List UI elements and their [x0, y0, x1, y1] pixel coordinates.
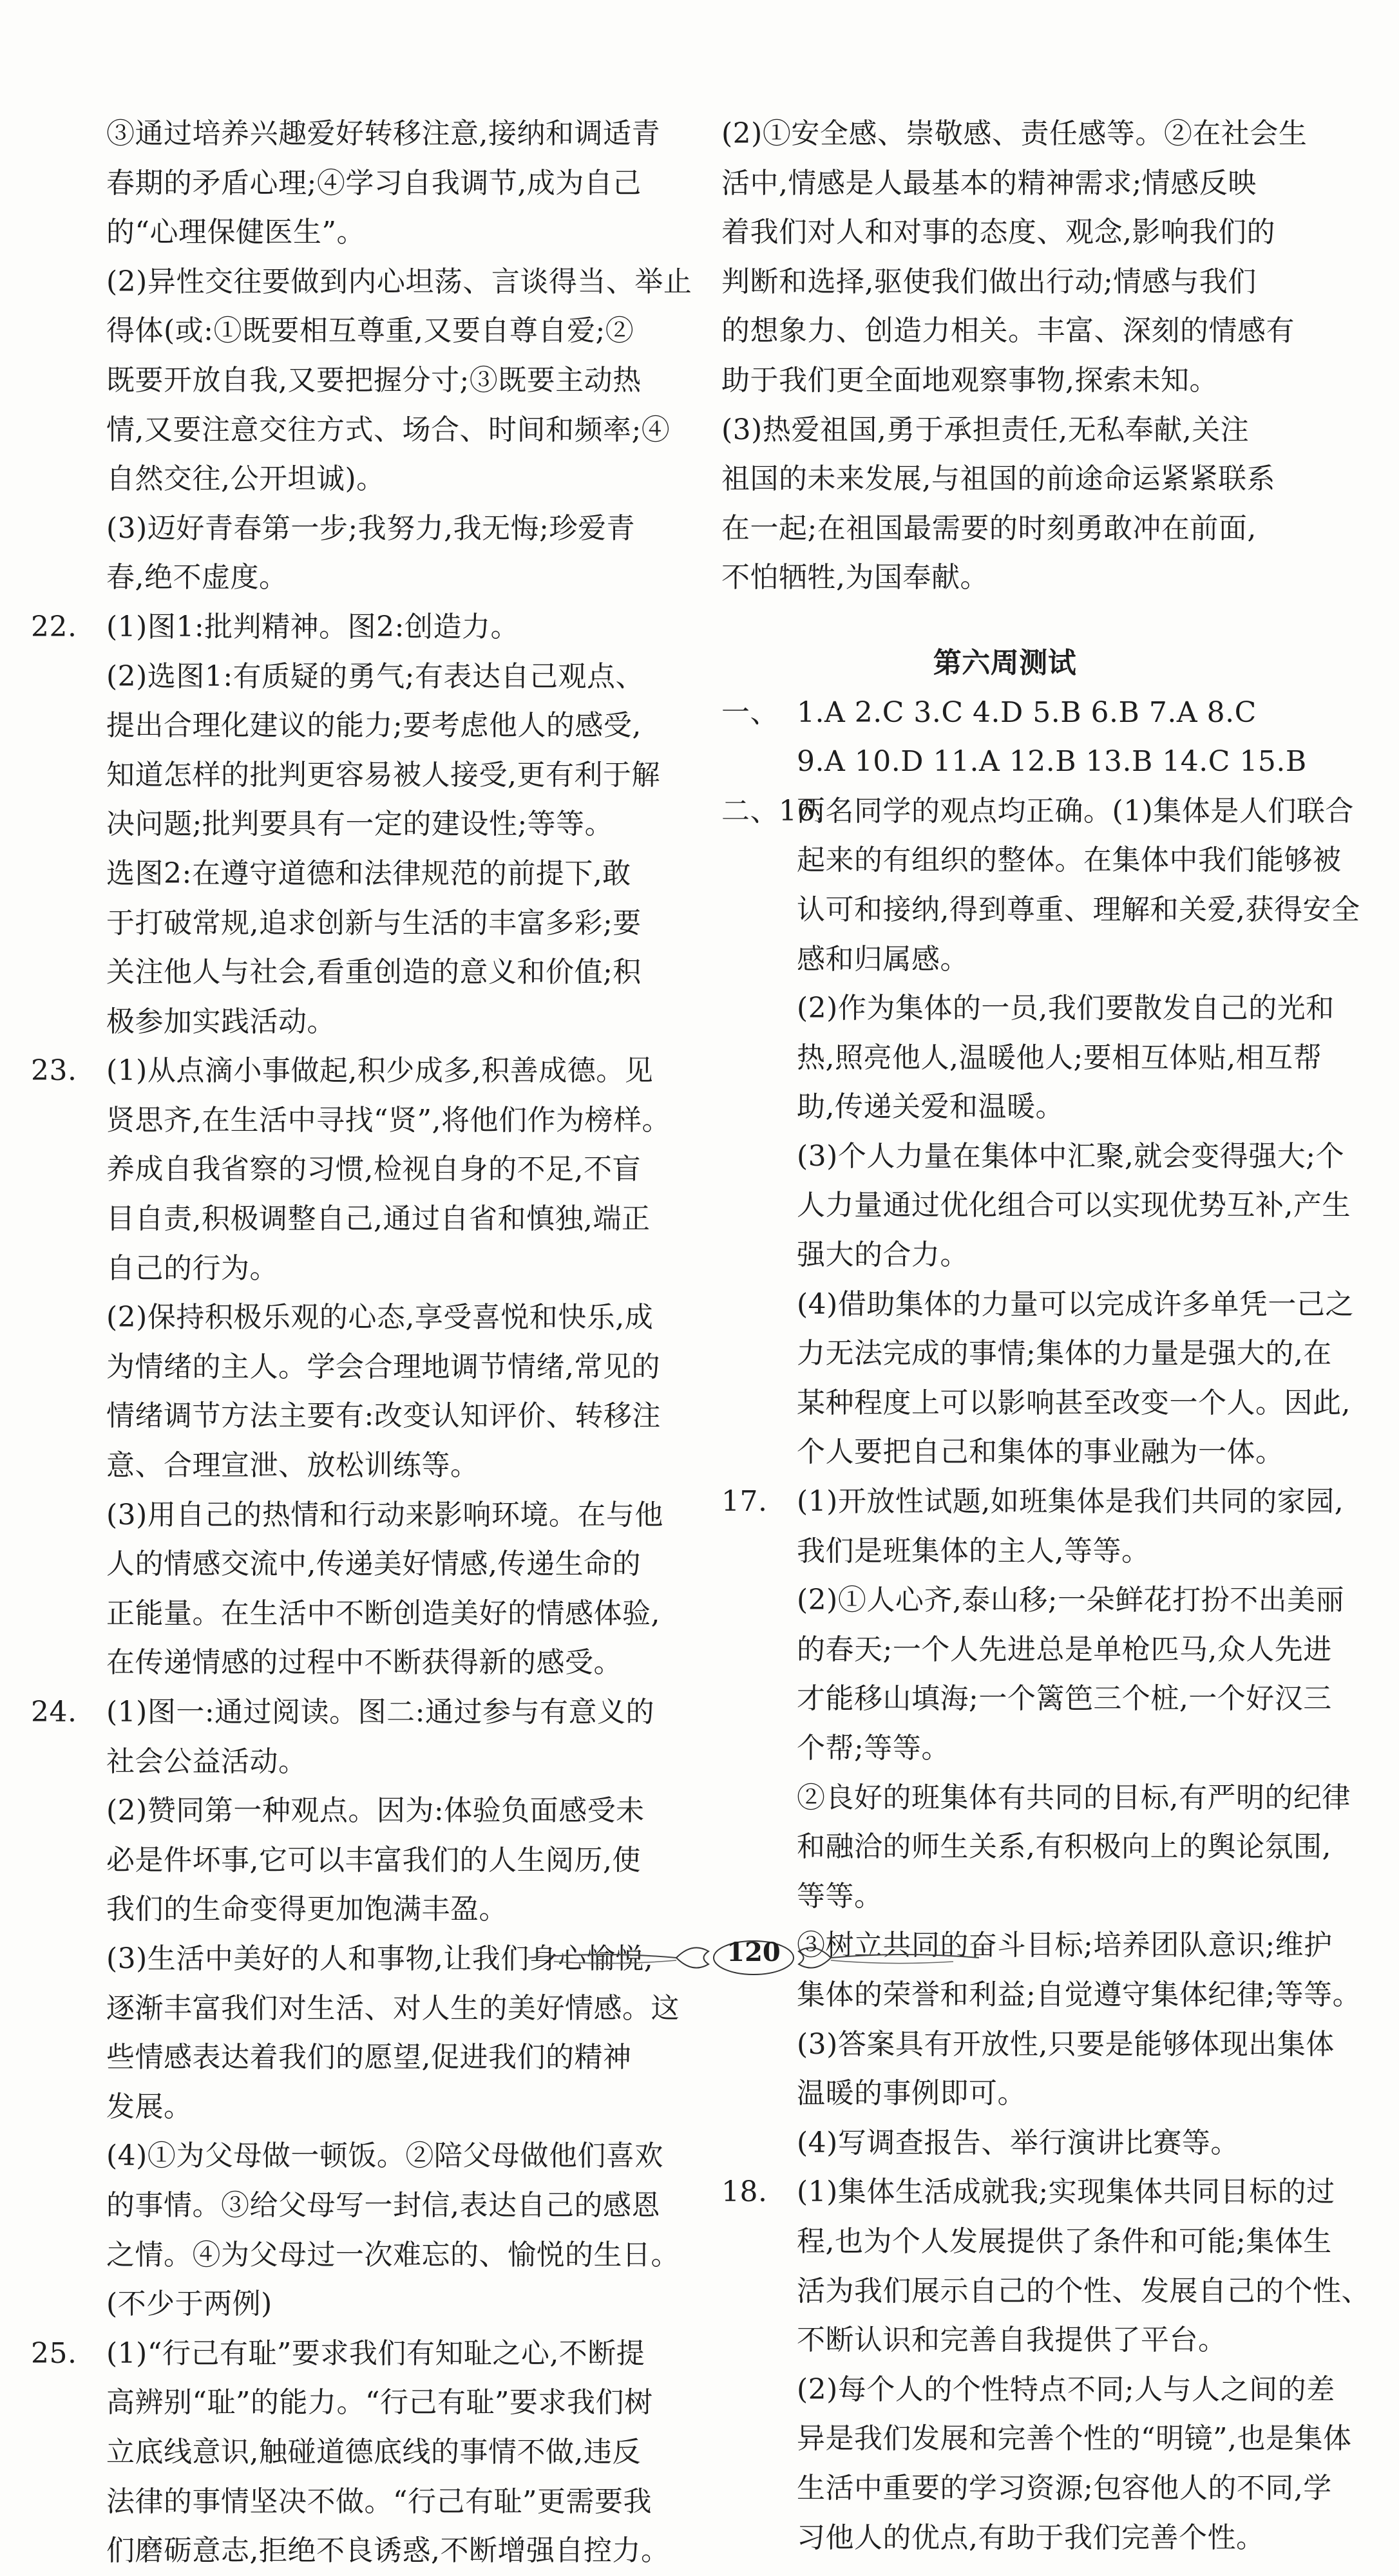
- answer-line: 判断和选择,驱使我们做出行动;情感与我们: [721, 265, 1257, 298]
- right-column-top-answers: [721, 109, 1308, 603]
- answer-line: [721, 1724, 1288, 1774]
- answer-line: [721, 1379, 1351, 1428]
- right-column: [721, 109, 1370, 2562]
- answer-text: 等等。: [797, 1879, 883, 1913]
- answer-line: 的想象力、创造力相关。丰富、深刻的情感有: [721, 314, 1295, 348]
- answer-text: 才能移山填海;一个篱笆三个桩,一个好汉三: [797, 1682, 1332, 1716]
- answer-text: 的“心理保健医生”。: [106, 216, 365, 249]
- answer-text: 个人要把自己和集体的事业融为一体。: [797, 1435, 1284, 1469]
- section-gap: [721, 603, 1288, 639]
- answer-text: 极参加实践活动。: [106, 1005, 336, 1038]
- answer-text: (2)①人心齐,泰山移;一朵鲜花打扮不出美丽: [797, 1584, 1345, 1617]
- answer-line: [31, 603, 649, 652]
- answer-text: 在传递情感的过程中不断获得新的感受。: [106, 1646, 622, 1680]
- answer-text: (3)个人力量在集体中汇聚,就会变得强大;个: [797, 1139, 1345, 1173]
- answer-line: [31, 2378, 653, 2428]
- answer-text: (2)异性交往要做到内心坦荡、言谈得当、举止: [106, 265, 692, 298]
- answer-line: [721, 2464, 1332, 2514]
- answer-text: 们磨砺意志,拒绝不良诱惑,不断增强自控力。: [106, 2534, 670, 2568]
- answer-text: 起来的有组织的整体。在集体中我们能够被: [797, 844, 1342, 877]
- answer-line: [721, 836, 1342, 886]
- answer-text: (2)作为集体的一员,我们要散发自己的光和: [797, 992, 1335, 1025]
- answer-line: 不怕牺牲,为国奉献。: [721, 561, 989, 594]
- answer-text: (1)图一:通过阅读。图二:通过参与有意义的: [106, 1696, 654, 1728]
- answer-line: [31, 208, 649, 258]
- answer-text: 的事情。③给父母写一封信,表达自己的感恩: [106, 2188, 660, 2222]
- answer-line: [721, 1083, 1288, 1132]
- answer-text: 目自责,积极调整自己,通过自省和慎独,端正: [106, 1202, 651, 1236]
- answer-line: [31, 1589, 660, 1639]
- answer-text: 人力量通过优化组合可以实现优势互补,产生: [797, 1189, 1351, 1222]
- answer-line: [721, 1625, 1332, 1675]
- question-number: 一、: [721, 696, 779, 729]
- answer-line: [721, 1823, 1331, 1872]
- answer-line: [31, 258, 692, 307]
- answer-line: [31, 899, 649, 949]
- answer-text: (3)用自己的热情和行动来影响环境。在与他: [106, 1498, 663, 1531]
- answer-text: ②良好的班集体有共同的目标,有严明的纪律: [797, 1781, 1351, 1814]
- answer-line: [31, 948, 649, 998]
- answer-text: 热,照亮他人,温暖他人;要相互体贴,相互帮: [797, 1041, 1322, 1074]
- answer-text: (不少于两例): [106, 2287, 272, 2321]
- answer-text: 于打破常规,追求创新与生活的丰富多彩;要: [106, 906, 642, 940]
- answer-line: [31, 1638, 649, 1688]
- answer-text: 发展。: [106, 2090, 193, 2123]
- answer-line: [31, 1984, 680, 2034]
- answer-text: 异是我们发展和完善个性的“明镜”,也是集体: [797, 2422, 1352, 2456]
- answer-line: [31, 356, 649, 406]
- answer-text: 认可和接纳,得到尊重、理解和关爱,获得安全: [797, 893, 1360, 926]
- page-footer: [528, 1932, 979, 1984]
- answer-text: (1)“行己有耻”要求我们有知耻之心,不断提: [106, 2336, 645, 2370]
- answer-text: 某种程度上可以影响甚至改变一个人。因此,: [797, 1386, 1351, 1419]
- answer-line: [721, 2069, 1288, 2119]
- answer-text: 不断认识和完善自我提供了平台。: [797, 2324, 1227, 2357]
- answer-text: ③通过培养兴趣爱好转移注意,接纳和调适青: [106, 117, 660, 150]
- answer-line: [721, 688, 1288, 738]
- answer-line: [721, 1329, 1332, 1379]
- question-number: 17.: [721, 1485, 768, 1519]
- answer-text: (1)从点滴小事做起,积少成多,积善成德。见: [106, 1054, 654, 1088]
- answer-line: 着我们对人和对事的态度、观念,影响我们的: [721, 216, 1275, 249]
- answer-text: 温暖的事例即可。: [797, 2077, 1026, 2110]
- answer-text: 和融洽的师生关系,有积极向上的舆论氛围,: [797, 1830, 1331, 1864]
- answer-line: [721, 1774, 1351, 1823]
- answer-line: [31, 2181, 660, 2231]
- answer-line: [31, 1441, 649, 1491]
- right-column-bottom-answers: [721, 688, 1370, 2563]
- answer-line: [721, 2414, 1352, 2464]
- answer-text: 人的情感交流中,传递美好情感,传递生命的: [106, 1548, 641, 1581]
- answer-line: [31, 751, 660, 800]
- answer-line: [31, 849, 649, 899]
- answer-line: [31, 1195, 649, 1244]
- answer-line: [721, 1576, 1345, 1625]
- answer-line: [721, 1428, 1288, 1477]
- answer-text: 法律的事情坚决不做。“行己有耻”更需要我: [106, 2485, 652, 2518]
- answer-line: [31, 406, 671, 455]
- answer-line: [721, 1181, 1351, 1231]
- answer-text: (4)借助集体的力量可以完成许多单凭一己之: [797, 1287, 1354, 1321]
- answer-line: [721, 787, 1354, 837]
- question-number: 23.: [31, 1054, 77, 1088]
- answer-text: 春,绝不虚度。: [106, 561, 288, 594]
- answer-line: (2)①安全感、崇敬感、责任感等。②在社会生: [721, 117, 1308, 150]
- answer-text: 逐渐丰富我们对生活、对人生的美好情感。这: [106, 1991, 680, 2025]
- answer-line: [31, 1491, 663, 1540]
- answer-line: [721, 2365, 1335, 2415]
- answer-line: [31, 159, 649, 209]
- question-number: 18.: [721, 2175, 768, 2209]
- answer-text: 既要开放自我,又要把握分寸;③既要主动热: [106, 363, 642, 397]
- answer-text: (1)图1:批判精神。图2:创造力。: [106, 610, 519, 643]
- answer-text: (3)生活中美好的人和事物,让我们身心愉悦,: [106, 1942, 654, 1975]
- answer-line: [31, 2428, 649, 2477]
- answer-line: [721, 1132, 1345, 1182]
- answer-line: [721, 2168, 1335, 2217]
- answer-text: (2)每个人的个性特点不同;人与人之间的差: [797, 2372, 1335, 2406]
- answer-text: (4)写调查报告、举行演讲比赛等。: [797, 2126, 1239, 2159]
- left-column: [31, 109, 692, 2576]
- answer-line: [31, 1244, 649, 1294]
- answer-line: [721, 1872, 1288, 1922]
- answer-line: [721, 737, 1307, 787]
- answer-line: [31, 2083, 649, 2132]
- answer-text: (4)①为父母做一顿饭。②陪父母做他们喜欢: [106, 2139, 663, 2173]
- answer-text: 春期的矛盾心理;④学习自我调节,成为自己: [106, 166, 642, 200]
- answer-line: [31, 2477, 652, 2527]
- answer-text: 力无法完成的事情;集体的力量是强大的,在: [797, 1337, 1332, 1370]
- answer-text: 提出合理化建议的能力;要考虑他人的感受,: [106, 709, 642, 743]
- answer-line: [31, 109, 660, 159]
- answer-text: 1.A 2.C 3.C 4.D 5.B 6.B 7.A 8.C: [797, 696, 1257, 729]
- answer-line: [31, 701, 649, 751]
- answer-text: 两名同学的观点均正确。(1)集体是人们联合: [797, 794, 1354, 828]
- answer-text: (2)选图1:有质疑的勇气;有表达自己观点、: [106, 659, 644, 693]
- answer-text: 些情感表达着我们的愿望,促进我们的精神: [106, 2041, 632, 2074]
- answer-text: 为情绪的主人。学会合理地调节情绪,常见的: [106, 1350, 660, 1383]
- answer-line: [721, 2020, 1335, 2070]
- answer-line: [721, 2316, 1288, 2365]
- answer-line: [31, 2033, 649, 2083]
- page-number: 120: [727, 1937, 781, 1967]
- answer-line: [31, 1145, 649, 1195]
- answer-line: [31, 2132, 663, 2181]
- section-title: 第六周测试: [933, 646, 1077, 679]
- answer-line: [31, 2526, 670, 2576]
- question-number: 25.: [31, 2336, 77, 2370]
- answer-text: 自己的行为。: [106, 1251, 278, 1285]
- answer-text: 感和归属感。: [797, 942, 969, 976]
- answer-line: [721, 1034, 1322, 1083]
- answer-text: 我们是班集体的主人,等等。: [797, 1534, 1150, 1567]
- answer-line: [721, 1231, 1288, 1280]
- answer-line: [721, 1477, 1344, 1527]
- answer-text: 选图2:在遵守道德和法律规范的前提下,敢: [106, 857, 631, 890]
- answer-line: [721, 2119, 1288, 2168]
- answer-text: 我们的生命变得更加饱满丰盈。: [106, 1893, 508, 1926]
- answer-text: 意、合理宣泄、放松训练等。: [106, 1449, 479, 1482]
- answer-text: 9.A 10.D 11.A 12.B 13.B 14.C 15.B: [797, 745, 1307, 779]
- answer-line: [31, 1293, 654, 1343]
- answer-text: 活为我们展示自己的个性、发展自己的个性、: [797, 2274, 1370, 2307]
- question-number: 二、16.: [721, 794, 825, 828]
- answer-line: [721, 2267, 1370, 2316]
- answer-text: ③树立共同的奋斗目标;培养团队意识;维护: [797, 1929, 1333, 1962]
- answer-text: 知道怎样的批判更容易被人接受,更有利于解: [106, 758, 660, 791]
- answer-text: 强大的合力。: [797, 1238, 969, 1272]
- answer-text: 助,传递关爱和温暖。: [797, 1090, 1064, 1124]
- answer-text: 养成自我省察的习惯,检视自身的不足,不盲: [106, 1153, 641, 1186]
- answer-line: 助于我们更全面地观察事物,探索未知。: [721, 363, 1218, 397]
- answer-text: 个帮;等等。: [797, 1732, 950, 1765]
- answer-line: 祖国的未来发展,与祖国的前途命运紧紧联系: [721, 462, 1275, 496]
- answer-line: (3)热爱祖国,勇于承担责任,无私奉献,关注: [721, 413, 1250, 446]
- answer-line: [721, 1527, 1288, 1577]
- answer-text: 正能量。在生活中不断创造美好的情感体验,: [106, 1596, 660, 1630]
- answer-line: [31, 307, 649, 356]
- answer-line: [31, 553, 649, 603]
- answer-text: (1)集体生活成就我;实现集体共同目标的过: [797, 2175, 1335, 2209]
- question-number: 22.: [31, 610, 77, 643]
- answer-text: 生活中重要的学习资源;包容他人的不同,学: [797, 2471, 1332, 2505]
- answer-line: 活中,情感是人最基本的精神需求;情感反映: [721, 166, 1257, 200]
- answer-line: [31, 2329, 649, 2379]
- answer-text: (3)迈好青春第一步;我努力,我无悔;珍爱青: [106, 511, 635, 545]
- answer-line: [31, 998, 649, 1047]
- answer-text: 关注他人与社会,看重创造的意义和价值;积: [106, 956, 642, 989]
- answer-line: [31, 1343, 660, 1392]
- answer-line: [31, 2231, 680, 2280]
- answer-text: (1)开放性试题,如班集体是我们共同的家园,: [797, 1485, 1344, 1519]
- answer-text: 情绪调节方法主要有:改变认知评价、转移注: [106, 1399, 661, 1433]
- answer-line: [31, 504, 649, 554]
- answer-line: [31, 455, 649, 504]
- question-number: 24.: [31, 1696, 77, 1728]
- answer-text: 高辨别“耻”的能力。“行己有耻”要求我们树: [106, 2386, 653, 2420]
- answer-text: 之情。④为父母过一次难忘的、愉悦的生日。: [106, 2238, 680, 2271]
- answer-line: [31, 1738, 649, 1787]
- answer-line: [31, 1836, 649, 1886]
- answer-line: [31, 1688, 654, 1738]
- answer-line: [31, 1096, 671, 1146]
- answer-line: [721, 2217, 1332, 2267]
- answer-text: 的春天;一个人先进总是单枪匹马,众人先进: [797, 1633, 1332, 1666]
- answer-line: [721, 1280, 1354, 1330]
- answer-line: [721, 1674, 1332, 1724]
- answer-text: 决问题;批判要具有一定的建设性;等等。: [106, 808, 614, 841]
- answer-line: 在一起;在祖国最需要的时刻勇敢冲在前面,: [721, 511, 1257, 545]
- answer-text: 立底线意识,触碰道德底线的事情不做,违反: [106, 2435, 641, 2468]
- answer-text: 必是件坏事,它可以丰富我们的人生阅历,使: [106, 1843, 641, 1877]
- answer-text: (3)答案具有开放性,只要是能够体现出集体: [797, 2027, 1335, 2061]
- answer-line: [31, 1786, 649, 1836]
- answer-text: 习他人的优点,有助于我们完善个性。: [797, 2521, 1265, 2554]
- answer-text: (2)赞同第一种观点。因为:体验负面感受未: [106, 1794, 645, 1828]
- answer-text: 情,又要注意交往方式、场合、时间和频率;④: [106, 413, 671, 446]
- answer-text: 贤思齐,在生活中寻找“贤”,将他们作为榜样。: [106, 1103, 671, 1137]
- answer-line: [31, 652, 649, 702]
- answer-line: [721, 886, 1360, 935]
- answer-line: [721, 935, 1288, 985]
- answer-line: [31, 1540, 649, 1589]
- answer-text: 集体的荣誉和利益;自觉遵守集体纪律;等等。: [797, 1978, 1362, 2011]
- answer-text: (2)保持积极乐观的心态,享受喜悦和快乐,成: [106, 1301, 654, 1334]
- answer-text: 自然交往,公开坦诚)。: [106, 462, 385, 496]
- answer-text: 程,也为个人发展提供了条件和可能;集体生: [797, 2224, 1332, 2258]
- answer-text: 得体(或:①既要相互尊重,又要自尊自爱;②: [106, 314, 634, 348]
- answer-line: [721, 984, 1335, 1034]
- answer-text: 社会公益活动。: [106, 1745, 307, 1778]
- answer-line: [31, 1046, 654, 1096]
- answer-line: [721, 2514, 1288, 2563]
- answer-line: [31, 1392, 661, 1441]
- answer-line: [31, 800, 649, 849]
- answer-line: [31, 2280, 649, 2329]
- answer-line: [31, 1885, 649, 1935]
